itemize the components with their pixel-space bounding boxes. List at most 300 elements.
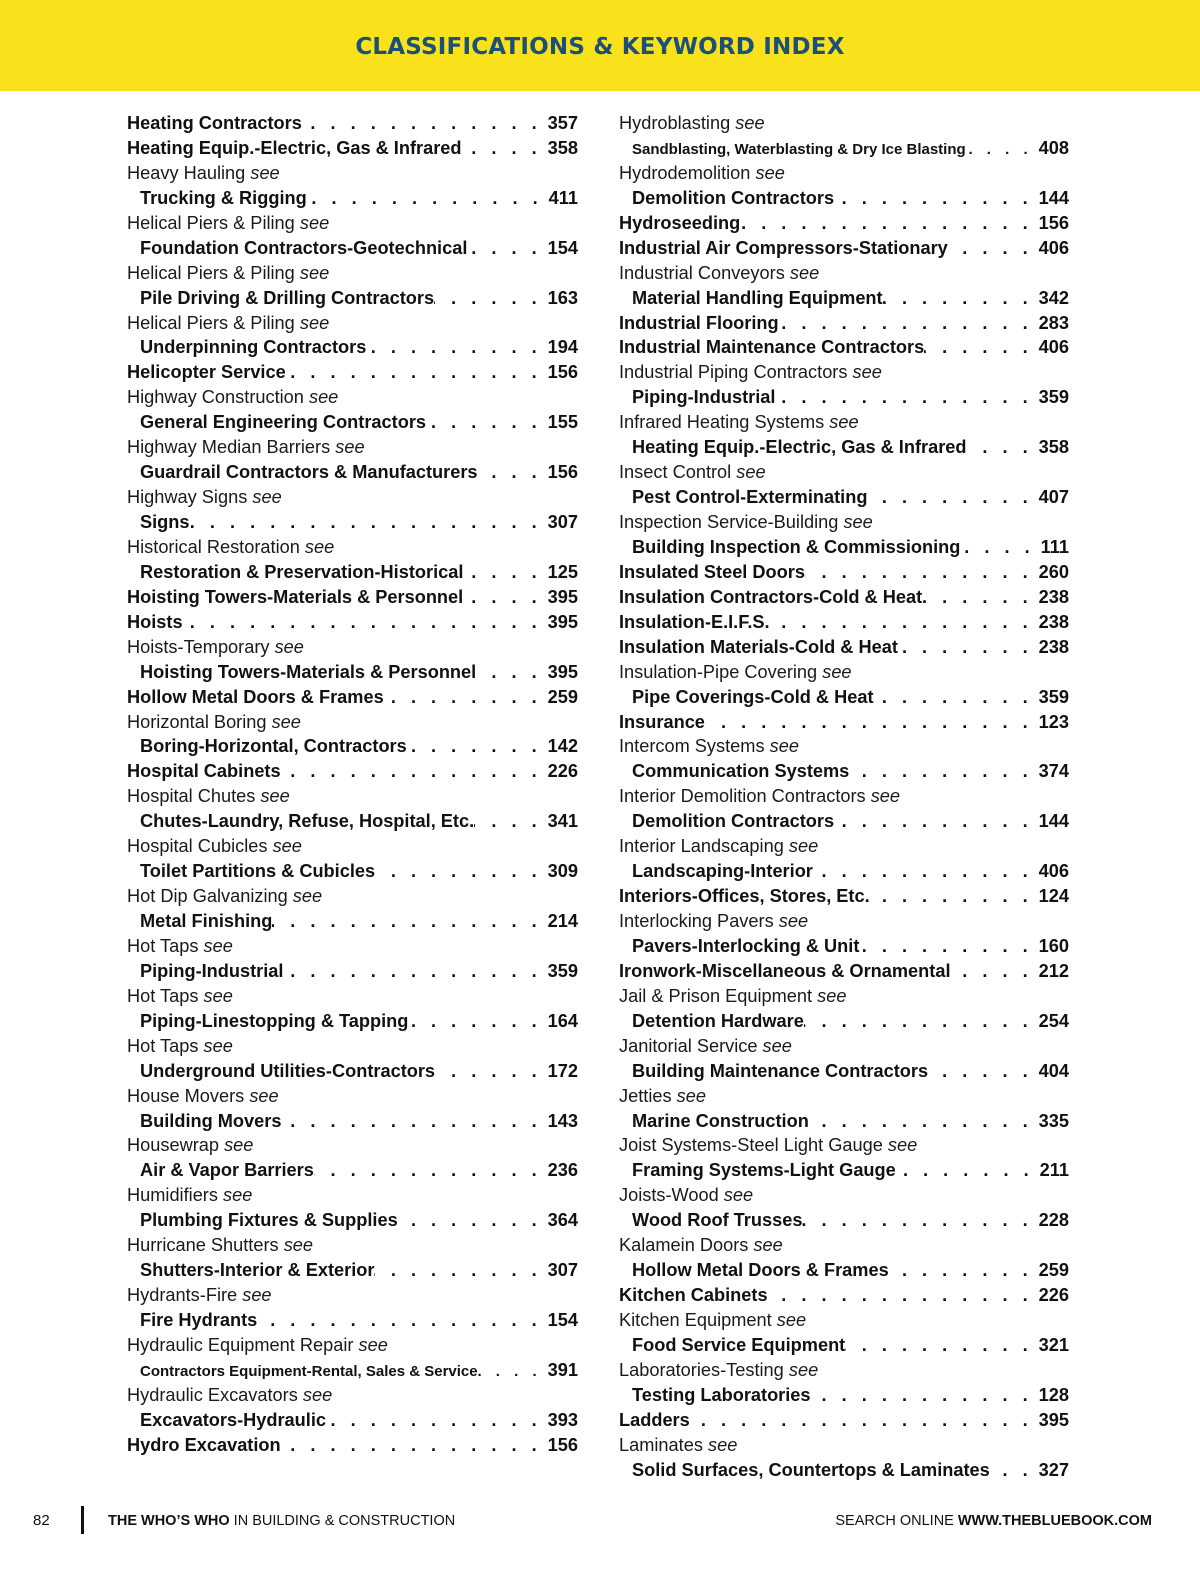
index-reference — [619, 784, 1069, 809]
index-sub-entry[interactable] — [619, 1333, 1069, 1358]
entry-label: Hydro Excavation — [127, 1434, 281, 1455]
dot-leader — [889, 1258, 1039, 1283]
see-label: see — [735, 113, 765, 133]
see-label: see — [203, 985, 233, 1006]
index-entry[interactable] — [619, 1283, 1069, 1308]
index-reference — [619, 1183, 1069, 1208]
dot-leader — [463, 560, 547, 585]
entry-label: Hospital Cabinets — [127, 761, 281, 782]
index-sub-entry[interactable] — [619, 535, 1069, 560]
see-label: see — [822, 661, 852, 682]
index-sub-entry[interactable] — [127, 1009, 578, 1034]
index-sub-entry[interactable] — [619, 1258, 1069, 1283]
entry-page-number: 128 — [1038, 1384, 1069, 1405]
entry-label: Heating Equip.-Electric, Gas & Infrared — [127, 137, 462, 158]
dot-leader — [948, 236, 1039, 261]
index-entry[interactable] — [127, 585, 578, 610]
entry-label: Food Service Equipment — [632, 1334, 846, 1355]
entry-page-number: 307 — [547, 1260, 578, 1281]
entry-page-number: 395 — [1038, 1409, 1069, 1430]
see-label: see — [762, 1035, 792, 1056]
entry-page-number: 123 — [1038, 711, 1069, 732]
index-sub-entry[interactable] — [127, 660, 578, 685]
dot-leader — [845, 1333, 1038, 1358]
index-sub-entry[interactable] — [127, 186, 578, 211]
dot-leader — [462, 136, 548, 161]
entry-page-number: 358 — [547, 137, 578, 158]
entry-page-number: 359 — [1038, 686, 1069, 707]
index-sub-entry[interactable] — [127, 809, 578, 834]
index-reference — [127, 984, 578, 1009]
see-label: see — [769, 736, 799, 757]
entry-page-number: 226 — [1038, 1285, 1069, 1306]
entry-label: Contractors Equipment-Rental, Sales & Service — [140, 1362, 478, 1380]
entry-page-number: 194 — [547, 337, 578, 358]
dot-leader — [426, 410, 548, 435]
entry-label: Helicopter Service — [127, 362, 286, 383]
reference-term: Historical Restoration — [127, 536, 300, 557]
entry-label: Industrial Flooring — [619, 312, 779, 333]
entry-page-number: 391 — [547, 1359, 578, 1380]
index-sub-entry[interactable] — [127, 959, 578, 984]
index-column-right — [619, 111, 1069, 1483]
index-sub-entry[interactable] — [127, 734, 578, 759]
reference-term: Hydroblasting — [619, 113, 731, 133]
entry-page-number: 411 — [548, 187, 578, 208]
dot-leader — [307, 186, 549, 211]
entry-label: Landscaping-Interior — [632, 861, 813, 882]
reference-term: Hydraulic Excavators — [127, 1384, 298, 1405]
see-label: see — [723, 1185, 754, 1206]
entry-label: Piping-Industrial — [632, 387, 776, 408]
entry-label: Communication Systems — [632, 761, 850, 782]
dot-leader — [476, 660, 547, 685]
footer-search-url[interactable]: WWW.THEBLUEBOOK.COM — [957, 1513, 1152, 1529]
dot-leader — [768, 1283, 1039, 1308]
entry-label: Pavers-Interlocking & Unit — [632, 935, 860, 956]
dot-leader — [779, 311, 1039, 336]
entry-page-number: 408 — [1038, 137, 1069, 158]
entry-label: Interiors-Offices, Stores, Etc. — [619, 886, 870, 907]
footer-publication-rest: IN BUILDING & CONSTRUCTION — [229, 1513, 456, 1529]
reference-term: Laboratories-Testing — [619, 1359, 784, 1380]
entry-label: Demolition Contractors — [632, 811, 835, 832]
entry-label: Building Movers — [140, 1110, 282, 1131]
index-reference — [619, 1358, 1069, 1383]
entry-page-number: 142 — [547, 736, 578, 757]
entry-label: Underground Utilities-Contractors — [140, 1060, 436, 1081]
entry-page-number: 212 — [1038, 960, 1069, 981]
entry-label: Heating Equip.-Electric, Gas & Infrared — [632, 437, 967, 458]
index-reference — [127, 161, 578, 186]
index-reference — [127, 435, 578, 460]
entry-label: Hydroseeding — [619, 212, 741, 233]
entry-page-number: 395 — [547, 586, 578, 607]
entry-label: Metal Finishing — [140, 911, 273, 931]
dot-leader — [859, 934, 1038, 959]
entry-label: Piping-Linestopping & Tapping — [140, 1010, 409, 1031]
entry-label: Foundation Contractors-Geotechnical — [140, 237, 468, 258]
entry-label: Pipe Coverings-Cold & Heat — [632, 686, 874, 707]
index-entry[interactable] — [619, 710, 1069, 735]
index-sub-entry[interactable] — [127, 909, 578, 934]
index-sub-entry[interactable] — [619, 1158, 1069, 1183]
entry-page-number: 407 — [1038, 487, 1069, 508]
index-entry[interactable] — [619, 585, 1069, 610]
dot-leader — [960, 535, 1040, 560]
entry-label: Sandblasting, Waterblasting & Dry Ice Blasting — [632, 140, 966, 158]
dot-leader — [272, 909, 547, 934]
see-label: see — [736, 462, 766, 483]
index-sub-entry[interactable] — [619, 1059, 1069, 1084]
index-entry[interactable] — [619, 560, 1069, 585]
index-reference — [127, 385, 578, 410]
index-reference — [127, 635, 578, 660]
entry-label: Marine Construction — [632, 1110, 809, 1131]
entry-label: Hoisting Towers-Materials & Personnel — [140, 661, 477, 682]
dot-leader — [811, 1383, 1039, 1408]
dot-leader — [326, 1408, 548, 1433]
entry-page-number: 406 — [1038, 861, 1069, 882]
index-sub-entry[interactable] — [619, 1383, 1069, 1408]
index-entry[interactable] — [619, 635, 1069, 660]
index-sub-entry[interactable] — [127, 410, 578, 435]
dot-leader — [834, 809, 1039, 834]
footer-divider — [81, 1506, 84, 1534]
index-reference — [127, 784, 578, 809]
index-sub-entry[interactable] — [127, 1208, 578, 1233]
dot-leader — [804, 1009, 1039, 1034]
entry-page-number: 238 — [1038, 636, 1069, 657]
index-entry[interactable] — [127, 685, 578, 710]
see-label: see — [788, 1359, 819, 1380]
entry-label: Demolition Contractors — [632, 187, 835, 208]
see-label: see — [203, 935, 233, 956]
entry-page-number: 404 — [1038, 1060, 1069, 1081]
entry-label: Pile Driving & Drilling Contractors — [140, 287, 435, 308]
entry-page-number: 163 — [547, 287, 578, 308]
index-sub-entry[interactable] — [127, 1358, 578, 1383]
index-sub-entry[interactable] — [127, 286, 578, 311]
index-entry[interactable] — [619, 1408, 1069, 1433]
reference-term: Housewrap — [127, 1135, 219, 1156]
index-sub-entry[interactable] — [127, 236, 578, 261]
dot-leader — [967, 435, 1039, 460]
index-sub-entry[interactable] — [127, 859, 578, 884]
index-reference — [619, 410, 1069, 435]
index-sub-entry[interactable] — [127, 460, 578, 485]
index-reference — [127, 1383, 578, 1408]
index-sub-entry[interactable] — [127, 1158, 578, 1183]
dot-leader — [366, 335, 547, 360]
dot-leader — [922, 585, 1039, 610]
index-sub-entry[interactable] — [127, 1258, 578, 1283]
index-reference — [127, 884, 578, 909]
dot-leader — [281, 1433, 548, 1458]
see-label: see — [335, 437, 365, 458]
entry-page-number: 254 — [1038, 1010, 1069, 1031]
reference-term: Industrial Piping Contractors — [619, 362, 848, 383]
entry-page-number: 160 — [1038, 935, 1069, 956]
entry-label: Kitchen Cabinets — [619, 1285, 768, 1306]
reference-term: Hospital Cubicles — [127, 836, 268, 857]
dot-leader — [898, 635, 1039, 660]
entry-label: Building Maintenance Contractors — [632, 1060, 929, 1081]
index-sub-entry[interactable] — [127, 1408, 578, 1433]
entry-label: Insurance — [619, 711, 705, 732]
see-label: see — [817, 985, 847, 1006]
index-sub-entry[interactable] — [619, 286, 1069, 311]
entry-label: Insulation-E.I.F.S. — [619, 611, 770, 632]
see-label: see — [203, 1035, 233, 1056]
index-reference — [619, 984, 1069, 1009]
index-reference — [619, 261, 1069, 286]
dot-leader — [870, 884, 1039, 909]
reference-term: Helical Piers & Piling — [127, 262, 295, 283]
reference-term: Hydrodemolition — [619, 162, 751, 183]
see-label: see — [788, 836, 819, 857]
entry-label: Signs — [140, 512, 190, 532]
index-sub-entry[interactable] — [619, 759, 1069, 784]
index-reference — [619, 161, 1069, 186]
index-reference — [127, 535, 578, 560]
entry-label: Air & Vapor Barriers — [140, 1160, 314, 1181]
index-sub-entry[interactable] — [619, 186, 1069, 211]
entry-label: Shutters-Interior & Exterior — [140, 1260, 375, 1281]
see-label: see — [829, 412, 859, 433]
index-reference — [619, 1084, 1069, 1109]
entry-page-number: 406 — [1038, 237, 1069, 258]
entry-page-number: 393 — [547, 1409, 578, 1430]
see-label: see — [308, 387, 339, 408]
index-entry[interactable] — [619, 211, 1069, 236]
reference-term: Interior Landscaping — [619, 836, 784, 857]
index-entry[interactable] — [127, 759, 578, 784]
index-sub-entry[interactable] — [619, 1109, 1069, 1134]
dot-leader — [398, 1208, 548, 1233]
dot-leader — [384, 685, 548, 710]
index-reference — [127, 1233, 578, 1258]
entry-label: Chutes-Laundry, Refuse, Hospital, Etc. — [140, 811, 475, 832]
index-sub-entry[interactable] — [127, 560, 578, 585]
index-entry[interactable] — [619, 311, 1069, 336]
entry-page-number: 226 — [547, 761, 578, 782]
entry-page-number: 374 — [1038, 761, 1069, 782]
dot-leader — [281, 759, 548, 784]
see-label: see — [789, 262, 820, 283]
index-sub-entry[interactable] — [619, 859, 1069, 884]
see-label: see — [852, 362, 882, 383]
page-footer — [0, 1511, 1200, 1535]
index-reference — [619, 660, 1069, 685]
entry-page-number: 259 — [1038, 1260, 1069, 1281]
index-sub-entry[interactable] — [619, 385, 1069, 410]
index-entry[interactable] — [127, 610, 578, 635]
index-entry[interactable] — [127, 136, 578, 161]
reference-term: Laminates — [619, 1434, 703, 1455]
see-label: see — [250, 162, 280, 183]
entry-label: Ladders — [619, 1409, 690, 1430]
reference-term: Jetties — [619, 1085, 672, 1106]
see-label: see — [299, 312, 330, 333]
dot-leader — [705, 710, 1039, 735]
dot-leader — [407, 734, 548, 759]
see-label: see — [776, 1310, 807, 1330]
dot-leader — [834, 186, 1039, 211]
index-sub-entry[interactable] — [619, 809, 1069, 834]
reference-term: Infrared Heating Systems — [619, 412, 825, 433]
index-sub-entry[interactable] — [619, 136, 1069, 161]
index-reference — [127, 485, 578, 510]
index-sub-entry[interactable] — [619, 435, 1069, 460]
see-label: see — [753, 1235, 783, 1256]
see-label: see — [223, 1185, 253, 1206]
see-label: see — [274, 636, 304, 657]
entry-page-number: 358 — [1038, 437, 1069, 458]
entry-page-number: 341 — [547, 811, 578, 832]
reference-term: Highway Median Barriers — [127, 437, 331, 458]
dot-leader — [314, 1158, 548, 1183]
entry-page-number: 172 — [547, 1060, 578, 1081]
index-entry[interactable] — [127, 360, 578, 385]
entry-label: Trucking & Rigging — [140, 187, 307, 208]
index-entry[interactable] — [619, 884, 1069, 909]
index-reference — [127, 261, 578, 286]
entry-label: Hoists — [127, 611, 183, 632]
see-label: see — [707, 1434, 738, 1455]
entry-label: Pest Control-Exterminating — [632, 487, 868, 508]
reference-term: Heavy Hauling — [127, 162, 246, 183]
index-entry[interactable] — [127, 1433, 578, 1458]
index-reference — [127, 834, 578, 859]
entry-label: Building Inspection & Commissioning — [632, 536, 961, 557]
entry-page-number: 327 — [1038, 1459, 1069, 1480]
index-sub-entry[interactable] — [619, 934, 1069, 959]
index-reference — [619, 360, 1069, 385]
dot-leader — [928, 1059, 1039, 1084]
index-sub-entry[interactable] — [127, 1308, 578, 1333]
dot-leader — [990, 1458, 1039, 1483]
dot-leader — [374, 1258, 547, 1283]
see-label: see — [843, 512, 873, 532]
entry-page-number: 144 — [1038, 187, 1069, 208]
dot-leader — [690, 1408, 1039, 1433]
index-reference — [127, 1034, 578, 1059]
index-entry[interactable] — [619, 236, 1069, 261]
entry-label: Toilet Partitions & Cubicles — [140, 861, 376, 882]
index-sub-entry[interactable] — [127, 1059, 578, 1084]
footer-page-number: 82 — [33, 1512, 50, 1529]
reference-term: Intercom Systems — [619, 736, 765, 757]
entry-page-number: 144 — [1038, 811, 1069, 832]
entry-page-number: 124 — [1038, 886, 1069, 907]
entry-page-number: 154 — [547, 1310, 578, 1330]
dot-leader — [257, 1308, 547, 1333]
entry-label: Heating Contractors — [127, 113, 302, 133]
entry-label: Guardrail Contractors & Manufacturers — [140, 462, 478, 483]
index-reference — [127, 1283, 578, 1308]
entry-label: Restoration & Preservation-Historical — [140, 561, 464, 582]
dot-leader — [478, 460, 548, 485]
dot-leader — [463, 585, 547, 610]
see-label: see — [870, 786, 901, 807]
dot-leader — [805, 560, 1039, 585]
index-reference — [619, 1133, 1069, 1158]
entry-label: Industrial Air Compressors-Stationary — [619, 237, 948, 258]
entry-page-number: 307 — [547, 512, 578, 532]
dot-leader — [883, 286, 1039, 311]
index-sub-entry[interactable] — [127, 335, 578, 360]
reference-term: Janitorial Service — [619, 1035, 758, 1056]
dot-leader — [867, 485, 1038, 510]
entry-page-number: 238 — [1038, 611, 1069, 632]
index-sub-entry[interactable] — [619, 1458, 1069, 1483]
index-entry[interactable] — [619, 959, 1069, 984]
footer-publication — [108, 1513, 455, 1529]
reference-term: Hurricane Shutters — [127, 1235, 279, 1256]
dot-leader — [896, 1158, 1040, 1183]
entry-page-number: 283 — [1038, 312, 1069, 333]
see-label: see — [271, 711, 301, 732]
footer-publication-bold: THE WHO’S WHO — [108, 1513, 230, 1529]
see-label: see — [755, 162, 785, 183]
see-label: see — [224, 1135, 254, 1156]
entry-label: Hollow Metal Doors & Frames — [127, 686, 384, 707]
reference-term: Hot Taps — [127, 935, 199, 956]
reference-term: Hot Taps — [127, 985, 199, 1006]
index-reference — [619, 1308, 1069, 1333]
reference-term: Industrial Conveyors — [619, 262, 785, 283]
index-sub-entry[interactable] — [127, 1109, 578, 1134]
entry-label: Piping-Industrial — [140, 960, 284, 981]
index-reference — [127, 1133, 578, 1158]
index-reference — [619, 734, 1069, 759]
see-label: see — [358, 1334, 388, 1355]
index-sub-entry[interactable] — [619, 1208, 1069, 1233]
entry-page-number: 359 — [547, 960, 578, 981]
dot-leader — [478, 1360, 548, 1383]
reference-term: Highway Construction — [127, 387, 304, 408]
index-entry[interactable] — [127, 111, 578, 136]
index-reference — [619, 460, 1069, 485]
dot-leader — [924, 335, 1038, 360]
index-sub-entry[interactable] — [127, 510, 578, 535]
dot-leader — [966, 138, 1039, 161]
index-reference — [127, 1333, 578, 1358]
index-sub-entry[interactable] — [619, 485, 1069, 510]
entry-label: Material Handling Equipment — [632, 287, 883, 308]
entry-label: Hollow Metal Doors & Frames — [632, 1260, 889, 1281]
entry-label: Wood Roof Trusses — [632, 1210, 803, 1231]
reference-term: Interlocking Pavers — [619, 911, 774, 931]
index-entry[interactable] — [619, 335, 1069, 360]
entry-label: Testing Laboratories — [632, 1384, 811, 1405]
dot-leader — [802, 1208, 1038, 1233]
index-sub-entry[interactable] — [619, 685, 1069, 710]
entry-label: General Engineering Contractors — [140, 412, 427, 433]
reference-term: Jail & Prison Equipment — [619, 985, 813, 1006]
index-entry[interactable] — [619, 610, 1069, 635]
entry-page-number: 214 — [547, 911, 578, 931]
entry-page-number: 156 — [547, 362, 578, 383]
index-reference — [619, 1433, 1069, 1458]
dot-leader — [849, 759, 1038, 784]
see-label: see — [249, 1085, 279, 1106]
reference-term: Hospital Chutes — [127, 786, 256, 807]
index-sub-entry[interactable] — [619, 1009, 1069, 1034]
dot-leader — [951, 959, 1039, 984]
see-label: see — [778, 911, 809, 931]
